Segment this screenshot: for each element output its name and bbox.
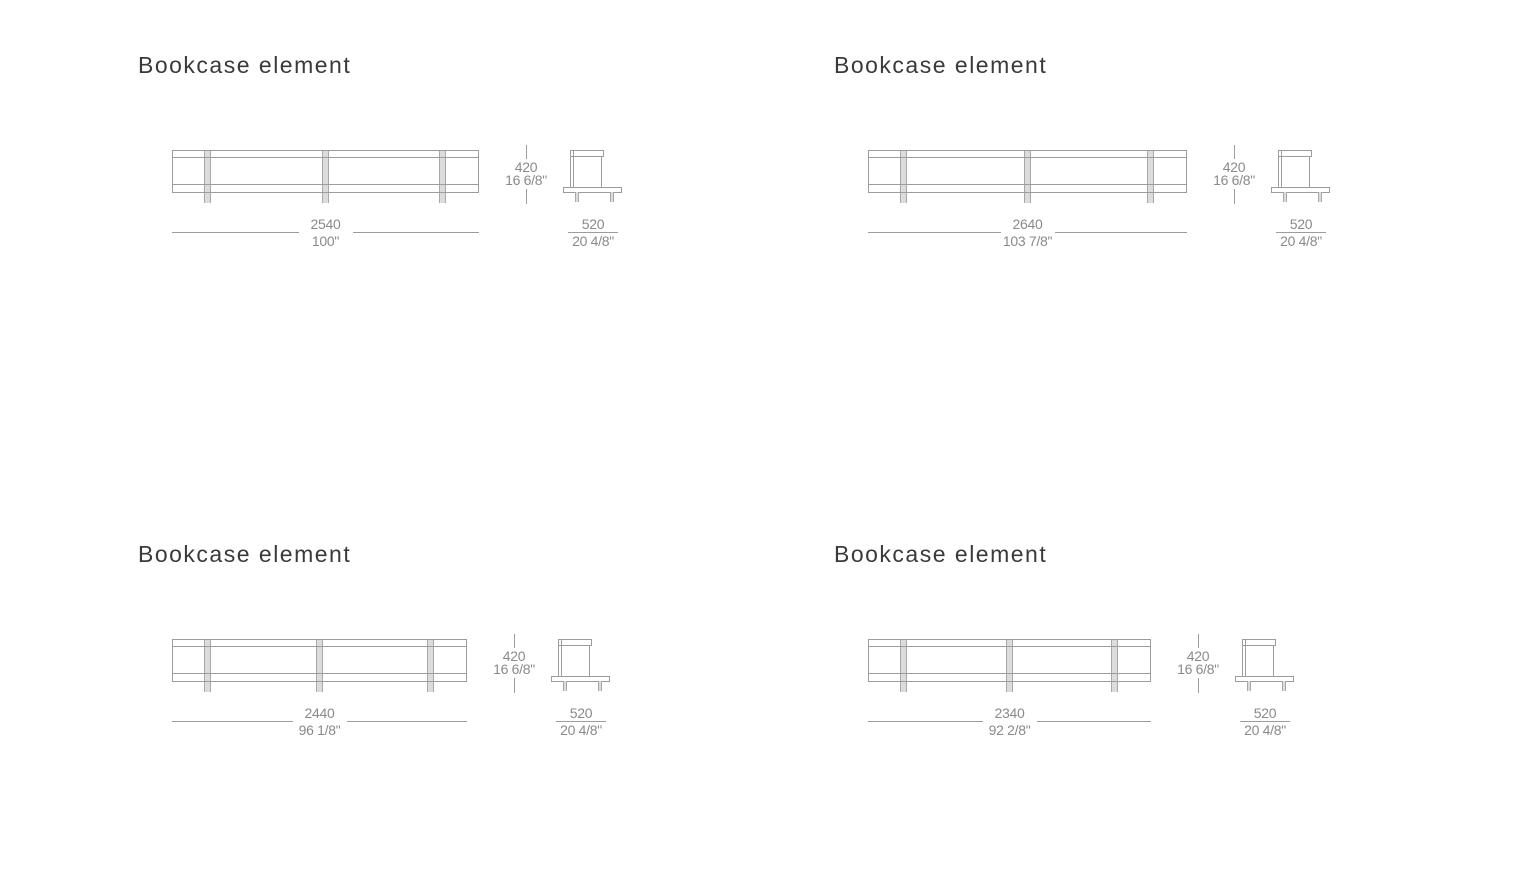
dimension-line (868, 232, 1001, 233)
side-view (1271, 150, 1331, 204)
height-mm: 420 (1186, 648, 1210, 664)
left-edge-line (172, 639, 173, 682)
depth-inches: 20 4/8" (572, 233, 614, 249)
right-edge-line (1150, 639, 1151, 682)
height-inches: 16 6/8" (505, 172, 547, 188)
depth-dimension (1231, 706, 1299, 737)
dimension-line (514, 678, 515, 693)
dimension-line (1037, 721, 1152, 722)
panel-title: Bookcase element (138, 541, 352, 567)
front-view (172, 639, 467, 693)
width-dimension (172, 706, 467, 737)
side-leg (575, 192, 579, 202)
depth-dimension (1267, 217, 1335, 248)
top-shelf-line (172, 646, 467, 647)
width-inches: 92 2/8" (988, 722, 1031, 738)
bottom-shelf-line (868, 184, 1187, 185)
depth-mm: 520 (1253, 705, 1277, 721)
side-leg (1282, 681, 1286, 691)
left-edge-line (172, 150, 173, 193)
side-front-edge (1273, 645, 1274, 677)
side-back-panel (570, 150, 574, 188)
right-edge-line (1186, 150, 1187, 193)
side-top-shelf (570, 150, 604, 157)
bottom-edge-line (172, 681, 467, 682)
top-shelf-line (868, 157, 1187, 158)
bottom-shelf-line (172, 184, 479, 185)
height-dimension (1210, 145, 1258, 204)
dimension-line (514, 634, 515, 648)
depth-inches: 20 4/8" (1280, 233, 1322, 249)
bookcase-panel (138, 52, 758, 392)
dimension-line (1234, 145, 1235, 159)
depth-mm: 520 (569, 705, 593, 721)
panel-title: Bookcase element (138, 52, 352, 78)
depth-dimension (559, 217, 627, 248)
panel-title: Bookcase element (834, 52, 1048, 78)
width-inches: 103 7/8" (1002, 233, 1053, 249)
dimension-line (172, 721, 293, 722)
dimension-drawing (868, 639, 1388, 751)
width-dimension (868, 706, 1151, 737)
side-back-panel (1242, 639, 1246, 677)
width-inches: 100" (311, 233, 340, 249)
side-front-edge (1309, 156, 1310, 188)
front-view (868, 150, 1187, 204)
top-shelf-line (868, 646, 1151, 647)
side-leg (598, 681, 602, 691)
bottom-edge-line (868, 192, 1187, 193)
side-back-panel (1278, 150, 1282, 188)
bottom-shelf-line (172, 673, 467, 674)
width-dimension (868, 217, 1187, 248)
width-mm: 2640 (1012, 216, 1043, 232)
side-top-shelf (1242, 639, 1276, 646)
height-dimension (1174, 634, 1222, 693)
top-edge-line (868, 150, 1187, 151)
height-inches: 16 6/8" (1213, 172, 1255, 188)
right-edge-line (478, 150, 479, 193)
depth-dimension (547, 706, 615, 737)
dimension-line (172, 232, 299, 233)
side-front-edge (589, 645, 590, 677)
dimension-line (347, 721, 468, 722)
top-edge-line (172, 150, 479, 151)
top-shelf-line (172, 157, 479, 158)
dimension-line (526, 189, 527, 204)
bottom-edge-line (868, 681, 1151, 682)
top-edge-line (868, 639, 1151, 640)
depth-mm: 520 (1289, 216, 1313, 232)
height-mm: 420 (1222, 159, 1246, 175)
side-front-edge (601, 156, 602, 188)
height-inches: 16 6/8" (1177, 661, 1219, 677)
width-mm: 2340 (994, 705, 1025, 721)
side-view (551, 639, 611, 693)
dimension-line (526, 145, 527, 159)
bookcase-panel (834, 541, 1454, 881)
depth-mm: 520 (581, 216, 605, 232)
side-leg (1247, 681, 1251, 691)
height-dimension (490, 634, 538, 693)
front-view (868, 639, 1151, 693)
dimension-line (868, 721, 983, 722)
side-top-shelf (1278, 150, 1312, 157)
dimension-line (353, 232, 480, 233)
dimension-line (1055, 232, 1188, 233)
bottom-edge-line (172, 192, 479, 193)
dimension-drawing (172, 639, 692, 751)
height-mm: 420 (502, 648, 526, 664)
dimension-line (1198, 678, 1199, 693)
width-mm: 2540 (310, 216, 341, 232)
width-mm: 2440 (304, 705, 335, 721)
height-inches: 16 6/8" (493, 661, 535, 677)
side-leg (610, 192, 614, 202)
side-view (563, 150, 623, 204)
bookcase-panel (138, 541, 758, 881)
depth-inches: 20 4/8" (1244, 722, 1286, 738)
dimension-line (1234, 189, 1235, 204)
top-edge-line (172, 639, 467, 640)
right-edge-line (466, 639, 467, 682)
dimension-drawing (868, 150, 1388, 262)
side-leg (563, 681, 567, 691)
bottom-shelf-line (868, 673, 1151, 674)
width-inches: 96 1/8" (298, 722, 341, 738)
left-edge-line (868, 150, 869, 193)
height-dimension (502, 145, 550, 204)
side-leg (1318, 192, 1322, 202)
side-leg (1283, 192, 1287, 202)
side-view (1235, 639, 1295, 693)
height-mm: 420 (514, 159, 538, 175)
panel-title: Bookcase element (834, 541, 1048, 567)
left-edge-line (868, 639, 869, 682)
side-back-panel (558, 639, 562, 677)
front-view (172, 150, 479, 204)
depth-inches: 20 4/8" (560, 722, 602, 738)
width-dimension (172, 217, 479, 248)
side-top-shelf (558, 639, 592, 646)
dimension-drawing (172, 150, 692, 262)
bookcase-panel (834, 52, 1454, 392)
dimension-line (1198, 634, 1199, 648)
